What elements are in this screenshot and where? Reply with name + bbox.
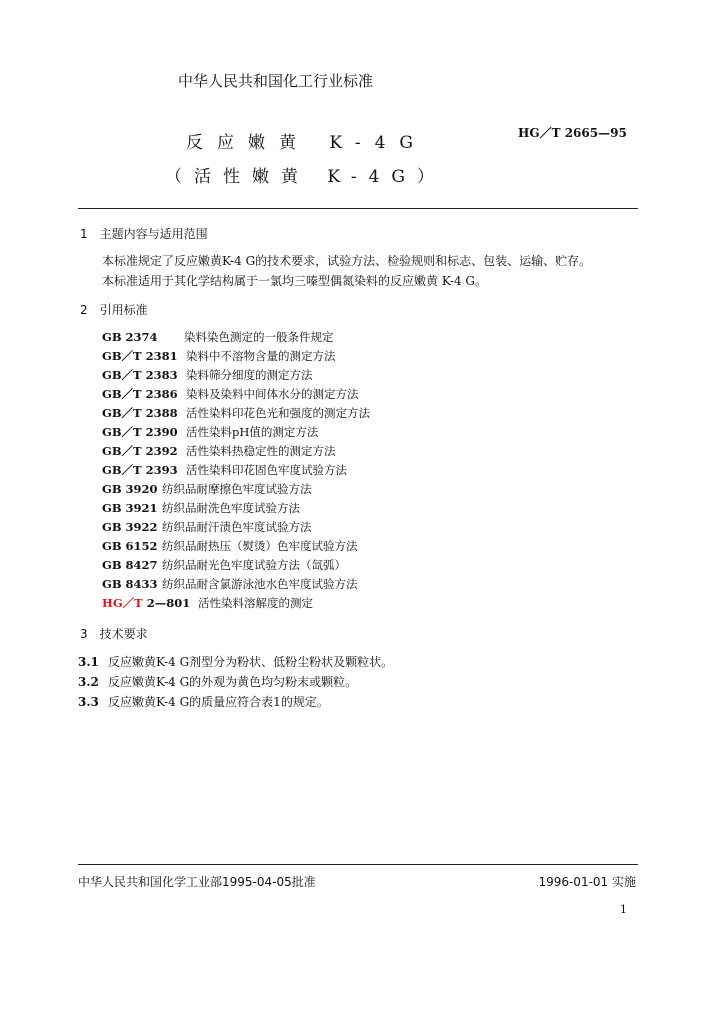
reference-code: GB 6152: [102, 539, 158, 553]
tech-item-text: 反应嫩黄K-4 G的外观为黄色均匀粉末或颗粒。: [108, 675, 358, 689]
reference-item: [102, 367, 313, 383]
tech-item: [78, 653, 393, 670]
section-1-heading: 1 主题内容与适用范围: [80, 227, 208, 241]
reference-title: 纺织品耐摩擦色牢度试验方法: [162, 482, 312, 496]
tech-item-number: 3.3: [78, 695, 99, 709]
reference-item: [102, 329, 334, 345]
reference-item: [102, 405, 370, 421]
section-1-para-2: 本标准适用于其化学结构属于一氯均三嗪型偶氮染料的反应嫩黄 K-4 G。: [102, 274, 487, 288]
tech-item: [78, 673, 357, 690]
standard-subtitle: （活性嫩黄 K-4G）: [165, 167, 447, 187]
bottom-divider: [78, 864, 638, 865]
reference-code: GB 2374: [102, 330, 158, 344]
reference-item: [102, 348, 336, 364]
reference-title: 纺织品耐热压（熨烫）色牢度试验方法: [162, 539, 358, 553]
section-1-para-1: 本标准规定了反应嫩黄K-4 G的技术要求，试验方法、检验规则和标志、包装、运输、贮存。: [102, 254, 592, 268]
reference-item: [102, 481, 312, 497]
reference-code: GB／T 2393: [102, 463, 178, 477]
reference-code: GB／T 2381: [102, 349, 178, 363]
reference-code-highlight: HG／T: [102, 596, 143, 610]
page-number: 1: [620, 903, 627, 916]
reference-item: [102, 424, 318, 440]
reference-item: [102, 462, 347, 478]
reference-item: [102, 576, 358, 592]
reference-code-rest: 2—801: [142, 596, 191, 610]
reference-title: 活性染料热稳定性的测定方法: [186, 444, 336, 458]
reference-item: [102, 519, 312, 535]
section-2-heading: 2 引用标准: [80, 303, 148, 317]
reference-title: 纺织品耐汗渍色牢度试验方法: [162, 520, 312, 534]
reference-code: GB 8427: [102, 558, 158, 572]
reference-code: GB／T 2383: [102, 368, 178, 382]
reference-title: 活性染料印花色光和强度的测定方法: [186, 406, 370, 420]
standard-title: 反应嫩黄 K-4G: [186, 133, 428, 153]
reference-title: 染料筛分细度的测定方法: [186, 368, 313, 382]
tech-item: [78, 693, 329, 710]
reference-title: 活性染料溶解度的测定: [198, 596, 313, 610]
reference-item: [102, 386, 359, 402]
reference-item: [102, 538, 358, 554]
reference-code: GB 3920: [102, 482, 158, 496]
reference-title: 纺织品耐洗色牢度试验方法: [162, 501, 300, 515]
issuer-title: 中华人民共和国化工行业标准: [178, 72, 374, 90]
reference-title: 纺织品耐含氯游泳池水色牢度试验方法: [162, 577, 358, 591]
reference-code: GB／T 2392: [102, 444, 178, 458]
reference-title: 纺织品耐光色牢度试验方法（氙弧）: [162, 558, 346, 572]
reference-code: GB／T 2386: [102, 387, 178, 401]
reference-code: GB 3922: [102, 520, 158, 534]
reference-title: 染料及染料中间体水分的测定方法: [186, 387, 359, 401]
top-divider: [78, 208, 638, 209]
reference-item: [102, 443, 336, 459]
reference-code: GB 8433: [102, 577, 158, 591]
reference-title: 染料中不溶物含量的测定方法: [186, 349, 336, 363]
approval-date: 中华人民共和国化学工业部1995-04-05批准: [78, 875, 316, 889]
standard-number: HG／T 2665—95: [518, 126, 627, 140]
effective-date: 1996-01-01 实施: [538, 875, 636, 889]
section-3-heading: 3 技术要求: [80, 627, 148, 641]
reference-title: 染料染色测定的一般条件规定: [184, 330, 334, 344]
reference-title: 活性染料印花固色牢度试验方法: [186, 463, 347, 477]
tech-item-number: 3.1: [78, 655, 99, 669]
reference-title: 活性染料pH值的测定方法: [186, 425, 319, 439]
reference-code: GB 3921: [102, 501, 158, 515]
tech-item-number: 3.2: [78, 675, 99, 689]
tech-item-text: 反应嫩黄K-4 G剂型分为粉状、低粉尘粉状及颗粒状。: [108, 655, 394, 669]
reference-code: GB／T 2388: [102, 406, 178, 420]
tech-item-text: 反应嫩黄K-4 G的质量应符合表1的规定。: [108, 695, 329, 709]
reference-item-highlighted: [102, 595, 313, 611]
reference-item: [102, 557, 346, 573]
reference-code: GB／T 2390: [102, 425, 178, 439]
reference-item: [102, 500, 300, 516]
